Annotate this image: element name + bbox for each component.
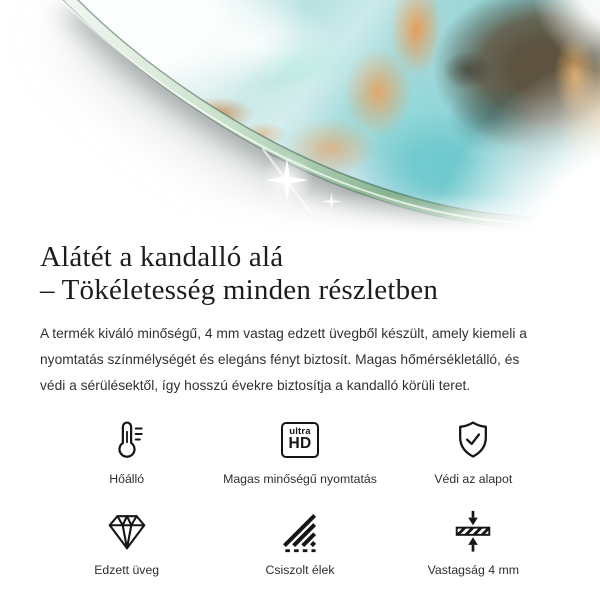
product-description-section	[0, 236, 600, 577]
thermometer-icon	[105, 417, 149, 463]
feature-tempered-glass	[40, 508, 213, 577]
feature-label: Edzett üveg	[94, 562, 160, 577]
feature-heat-resistant	[40, 417, 213, 486]
feature-grid	[40, 417, 560, 577]
feature-thickness	[387, 508, 560, 577]
thickness-icon	[450, 508, 496, 554]
shield-check-icon	[451, 417, 495, 463]
page-title	[40, 241, 560, 308]
title-line-1: Alátét a kandalló alá	[40, 241, 284, 273]
ultra-hd-badge-top: ultra	[289, 425, 311, 437]
diamond-icon	[104, 508, 150, 554]
feature-label: Védi az alapot	[434, 471, 513, 486]
feature-label: Magas minőségű nyomtatás	[223, 471, 377, 486]
ultra-hd-icon	[281, 417, 319, 463]
feature-polished-edges	[213, 508, 386, 577]
ultra-hd-badge-bottom: HD	[288, 435, 312, 453]
title-line-2: – Tökéletesség minden részletben	[40, 274, 439, 307]
feature-label: Csiszolt élek	[265, 562, 335, 577]
polished-edges-icon	[278, 508, 322, 554]
product-photo	[0, 0, 600, 236]
feature-label: Hőálló	[109, 471, 145, 486]
feature-protects-base	[387, 417, 560, 486]
feature-label: Vastagság 4 mm	[427, 562, 519, 577]
product-description: A termék kiváló minőségű, 4 mm vastag edzett üvegből készült, amely kiemeli a nyomtatás színmélységét és elegáns fényt biztosít. Magas hőmérsékletálló, és védi a sérülésektől, így hosszú évekre biztosítja a kandalló körüli teret.	[40, 325, 527, 393]
feature-high-quality-print	[213, 417, 386, 486]
